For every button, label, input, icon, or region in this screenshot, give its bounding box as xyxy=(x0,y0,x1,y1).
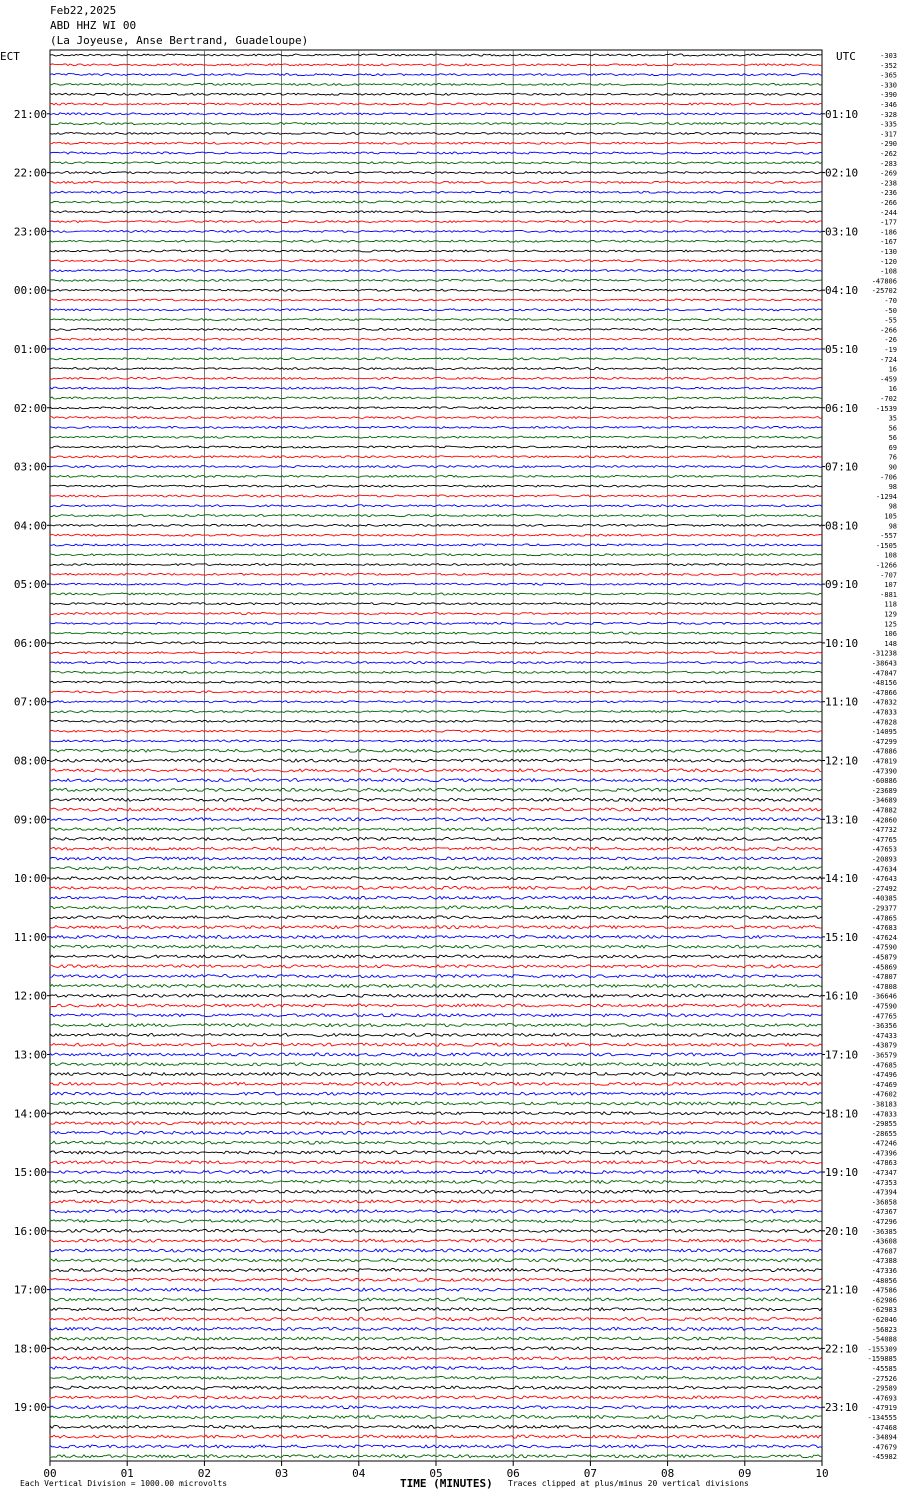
trace-offset-label: -47865 xyxy=(871,914,897,923)
trace-offset-label: -238 xyxy=(880,179,897,188)
left-hour-label: 06:00 xyxy=(13,636,47,650)
trace-offset-label: -702 xyxy=(880,394,897,403)
trace-offset-label: -50 xyxy=(884,306,897,315)
x-tick-label: 01 xyxy=(120,1467,134,1480)
trace-offset-label: -47296 xyxy=(871,1218,897,1227)
trace-offset-label: -36356 xyxy=(871,1022,897,1031)
left-hour-label: 17:00 xyxy=(13,1283,47,1297)
trace-offset-label: -303 xyxy=(880,52,897,60)
trace-offset-label: -19 xyxy=(884,345,897,354)
trace-offset-label: -47806 xyxy=(871,277,897,286)
trace-offset-label: -47643 xyxy=(871,875,897,884)
trace-offset-label: -290 xyxy=(880,140,897,149)
trace-offset-label: -130 xyxy=(880,247,897,256)
trace-offset-label: 148 xyxy=(884,639,897,648)
right-hour-label: 15:10 xyxy=(825,930,859,944)
trace-offset-label: 108 xyxy=(884,551,897,560)
trace-offset-label: -47833 xyxy=(871,708,897,717)
trace-offset-label: -47624 xyxy=(871,933,897,942)
trace-offset-label: -47683 xyxy=(871,924,897,933)
trace-offset-label: 106 xyxy=(884,630,897,639)
trace-offset-label: 98 xyxy=(888,522,897,531)
trace-offset-label: -20893 xyxy=(871,855,897,864)
trace-offset-label: 56 xyxy=(888,434,897,443)
trace-offset-label: -47693 xyxy=(871,1394,897,1403)
trace-offset-label: -48156 xyxy=(871,679,897,688)
trace-offset-label: -352 xyxy=(880,61,897,70)
trace-offset-label: 98 xyxy=(888,483,897,492)
trace-offset-label: -43608 xyxy=(871,1237,897,1246)
trace-offset-label: -346 xyxy=(880,100,897,109)
x-tick-label: 06 xyxy=(506,1467,520,1480)
trace-offset-label: -47367 xyxy=(871,1208,897,1217)
trace-offset-label: -47679 xyxy=(871,1443,897,1452)
right-hour-label: 22:10 xyxy=(825,1342,859,1356)
trace-offset-label: -266 xyxy=(880,326,897,335)
trace-offset-label: -36385 xyxy=(871,1227,897,1236)
trace-offset-label: -47886 xyxy=(871,747,897,756)
trace-offset-label: -47246 xyxy=(871,1139,897,1148)
trace-offset-label: -330 xyxy=(880,81,897,90)
trace-offset-label: -177 xyxy=(880,218,897,227)
trace-offset-label: -120 xyxy=(880,257,897,266)
trace-offset-label: -317 xyxy=(880,130,897,139)
clip-note: Traces clipped at plus/minus 20 vertical divisions xyxy=(508,1479,749,1488)
trace-offset-label: -365 xyxy=(880,71,897,80)
left-hour-label: 02:00 xyxy=(13,401,47,415)
right-hour-label: 04:10 xyxy=(825,284,859,298)
trace-offset-label: -47299 xyxy=(871,737,897,746)
trace-offset-label: -43879 xyxy=(871,1041,897,1050)
trace-offset-label: -47468 xyxy=(871,1423,897,1432)
trace-offset-label: -45879 xyxy=(871,953,897,962)
trace-offset-label: -167 xyxy=(880,238,897,247)
trace-offset-label: -47602 xyxy=(871,1090,897,1099)
trace-offset-label: -262 xyxy=(880,149,897,158)
trace-offset-label: -54088 xyxy=(871,1335,897,1344)
trace-offset-label: 129 xyxy=(884,610,897,619)
left-hour-label: 19:00 xyxy=(13,1401,47,1415)
right-hour-label: 13:10 xyxy=(825,813,859,827)
right-hour-label: 23:10 xyxy=(825,1401,859,1415)
trace-offset-label: -108 xyxy=(880,267,897,276)
left-hour-label: 03:00 xyxy=(13,460,47,474)
trace-offset-label: -47866 xyxy=(871,688,897,697)
trace-offset-label: -36579 xyxy=(871,1051,897,1060)
trace-offset-label: -47765 xyxy=(871,1012,897,1021)
trace-offset-label: -62983 xyxy=(871,1306,897,1315)
trace-offset-label: -14095 xyxy=(871,728,897,737)
x-tick-label: 04 xyxy=(352,1467,366,1480)
left-hour-label: 01:00 xyxy=(13,342,47,356)
trace-offset-label: -36646 xyxy=(871,992,897,1001)
trace-offset-label: -47765 xyxy=(871,835,897,844)
trace-offset-label: -31238 xyxy=(871,649,897,658)
trace-offset-label: -47634 xyxy=(871,865,897,874)
x-tick-label: 08 xyxy=(660,1467,675,1480)
trace-offset-label: -29377 xyxy=(871,904,897,913)
trace-offset-label: -48056 xyxy=(871,1276,897,1285)
trace-offset-label: -47590 xyxy=(871,943,897,952)
trace-offset-label: -47687 xyxy=(871,1247,897,1256)
right-hour-label: 20:10 xyxy=(825,1224,859,1238)
trace-offset-label: -26 xyxy=(884,336,897,345)
right-hour-label: 05:10 xyxy=(825,342,859,356)
trace-offset-label: -34689 xyxy=(871,796,897,805)
trace-offset-label: 118 xyxy=(884,600,897,609)
trace-offset-label: -62986 xyxy=(871,1296,897,1305)
right-hour-label: 09:10 xyxy=(825,578,859,592)
trace-offset-label: 76 xyxy=(888,453,897,462)
trace-offset-label: -28655 xyxy=(871,1129,897,1138)
x-tick-label: 05 xyxy=(429,1467,443,1480)
trace-offset-label: -47685 xyxy=(871,1061,897,1070)
x-tick-label: 10 xyxy=(815,1467,829,1480)
trace-offset-label: 107 xyxy=(884,581,897,590)
trace-offset-label: -47832 xyxy=(871,698,897,707)
trace-offset-label: -881 xyxy=(880,590,897,599)
right-hour-label: 19:10 xyxy=(825,1166,859,1180)
trace-offset-label: -45869 xyxy=(871,963,897,972)
left-hour-label: 16:00 xyxy=(13,1224,47,1238)
x-axis-title: TIME (MINUTES) xyxy=(400,1477,493,1490)
trace-offset-label: -47882 xyxy=(871,806,897,815)
plot-date: Feb22,2025 xyxy=(50,4,117,17)
right-timezone-label: UTC xyxy=(836,50,856,63)
left-timezone-label: ECT xyxy=(0,50,20,63)
station-location: (La Joyeuse, Anse Bertrand, Guadeloupe) xyxy=(50,34,309,47)
trace-offset-label: -45585 xyxy=(871,1365,897,1374)
trace-offset-label: -47863 xyxy=(871,1159,897,1168)
right-hour-label: 02:10 xyxy=(825,166,859,180)
trace-offset-label: -34894 xyxy=(871,1433,897,1442)
trace-offset-label: -47353 xyxy=(871,1178,897,1187)
trace-offset-label: -36858 xyxy=(871,1198,897,1207)
x-tick-label: 03 xyxy=(274,1467,289,1480)
trace-offset-label: 98 xyxy=(888,502,897,511)
left-hour-label: 05:00 xyxy=(13,578,47,592)
left-hour-label: 22:00 xyxy=(13,166,47,180)
trace-offset-label: -27492 xyxy=(871,884,897,893)
trace-offset-label: -23689 xyxy=(871,786,897,795)
trace-offset-label: -47396 xyxy=(871,1149,897,1158)
trace-offset-label: -47388 xyxy=(871,1257,897,1266)
trace-offset-label: -47469 xyxy=(871,1080,897,1089)
trace-offset-label: 69 xyxy=(888,443,897,452)
trace-offset-label: -328 xyxy=(880,110,897,119)
trace-offset-label: -47347 xyxy=(871,1169,897,1178)
trace-offset-label: -1505 xyxy=(875,541,897,550)
trace-offset-label: -47819 xyxy=(871,757,897,766)
trace-offset-label: -266 xyxy=(880,198,897,207)
trace-offset-label: -47394 xyxy=(871,1188,897,1197)
station-code: ABD HHZ WI 00 xyxy=(50,19,137,32)
trace-offset-label: -283 xyxy=(880,159,897,168)
trace-offset-label: -62046 xyxy=(871,1316,897,1325)
left-hour-label: 23:00 xyxy=(13,225,47,239)
trace-offset-label: -47390 xyxy=(871,767,897,776)
left-hour-label: 07:00 xyxy=(13,695,47,709)
trace-offset-label: -1266 xyxy=(875,561,897,570)
left-hour-label: 08:00 xyxy=(13,754,47,768)
trace-offset-label: -1539 xyxy=(875,404,897,413)
trace-offset-label: -47808 xyxy=(871,982,897,991)
left-hour-label: 09:00 xyxy=(13,813,47,827)
left-hour-label: 11:00 xyxy=(13,930,47,944)
trace-offset-label: -70 xyxy=(884,296,897,305)
left-hour-label: 12:00 xyxy=(13,989,47,1003)
right-hour-label: 14:10 xyxy=(825,872,859,886)
left-hour-label: 00:00 xyxy=(13,284,47,298)
x-tick-label: 07 xyxy=(583,1467,598,1480)
trace-offset-label: -60886 xyxy=(871,777,897,786)
trace-offset-label: -557 xyxy=(880,532,897,541)
right-hour-label: 21:10 xyxy=(825,1283,859,1297)
left-hour-label: 14:00 xyxy=(13,1107,47,1121)
scale-note: Each Vertical Division = 1000.00 microvolts xyxy=(20,1479,228,1488)
trace-offset-label: -47919 xyxy=(871,1404,897,1413)
right-hour-label: 18:10 xyxy=(825,1107,859,1121)
trace-offset-label: -159885 xyxy=(867,1355,897,1364)
trace-offset-label: -459 xyxy=(880,375,897,384)
trace-offset-label: -38643 xyxy=(871,659,897,668)
trace-offset-label: -236 xyxy=(880,189,897,198)
left-hour-label: 21:00 xyxy=(13,107,47,121)
trace-offset-label: -47828 xyxy=(871,718,897,727)
trace-offset-label: -47732 xyxy=(871,826,897,835)
trace-offset-label: -335 xyxy=(880,120,897,129)
left-hour-label: 04:00 xyxy=(13,519,47,533)
trace-offset-label: -244 xyxy=(880,208,897,217)
left-hour-label: 10:00 xyxy=(13,872,47,886)
trace-offset-label: -29589 xyxy=(871,1384,897,1393)
trace-offset-label: 35 xyxy=(888,414,897,423)
left-hour-label: 13:00 xyxy=(13,1048,47,1062)
trace-offset-label: 56 xyxy=(888,424,897,433)
trace-offset-label: -40385 xyxy=(871,894,897,903)
right-hour-label: 06:10 xyxy=(825,401,859,415)
trace-offset-label: -47653 xyxy=(871,845,897,854)
trace-offset-label: -25702 xyxy=(871,287,897,296)
right-hour-label: 07:10 xyxy=(825,460,859,474)
trace-offset-label: -47833 xyxy=(871,1110,897,1119)
trace-offset-label: 90 xyxy=(888,463,897,472)
trace-offset-label: -29855 xyxy=(871,1120,897,1129)
trace-offset-label: 125 xyxy=(884,620,897,629)
trace-offset-label: 16 xyxy=(888,385,897,394)
x-tick-label: 02 xyxy=(197,1467,212,1480)
trace-offset-label: 16 xyxy=(888,365,897,374)
trace-offset-label: -47586 xyxy=(871,1286,897,1295)
trace-offset-label: -706 xyxy=(880,473,897,482)
trace-offset-label: -55 xyxy=(884,316,897,325)
trace-offset-label: -186 xyxy=(880,228,897,237)
trace-offset-label: -42860 xyxy=(871,816,897,825)
trace-offset-label: -47496 xyxy=(871,1071,897,1080)
trace-offset-label: -390 xyxy=(880,91,897,100)
right-hour-label: 17:10 xyxy=(825,1048,859,1062)
trace-offset-label: -155309 xyxy=(867,1345,897,1354)
trace-offset-label: -45982 xyxy=(871,1453,897,1462)
right-hour-label: 03:10 xyxy=(825,225,859,239)
trace-offset-label: 105 xyxy=(884,512,897,521)
trace-offset-label: -269 xyxy=(880,169,897,178)
trace-offset-label: -47433 xyxy=(871,1031,897,1040)
right-hour-label: 01:10 xyxy=(825,107,859,121)
trace-offset-label: -47590 xyxy=(871,1002,897,1011)
right-hour-label: 10:10 xyxy=(825,636,859,650)
right-hour-label: 08:10 xyxy=(825,519,859,533)
x-tick-label: 09 xyxy=(738,1467,752,1480)
x-tick-label: 00 xyxy=(43,1467,57,1480)
right-hour-label: 16:10 xyxy=(825,989,859,1003)
trace-offset-label: -134555 xyxy=(867,1414,897,1423)
trace-offset-label: -47807 xyxy=(871,973,897,982)
trace-offset-label: -56823 xyxy=(871,1325,897,1334)
trace-offset-label: -27526 xyxy=(871,1374,897,1383)
left-hour-label: 18:00 xyxy=(13,1342,47,1356)
trace-offset-label: -47847 xyxy=(871,669,897,678)
right-hour-label: 11:10 xyxy=(825,695,859,709)
trace-offset-label: -724 xyxy=(880,355,897,364)
trace-offset-label: -1294 xyxy=(875,492,897,501)
left-hour-label: 15:00 xyxy=(13,1166,47,1180)
right-hour-label: 12:10 xyxy=(825,754,859,768)
trace-offset-label: -38183 xyxy=(871,1100,897,1109)
trace-offset-label: -47336 xyxy=(871,1267,897,1276)
trace-offset-label: -707 xyxy=(880,571,897,580)
